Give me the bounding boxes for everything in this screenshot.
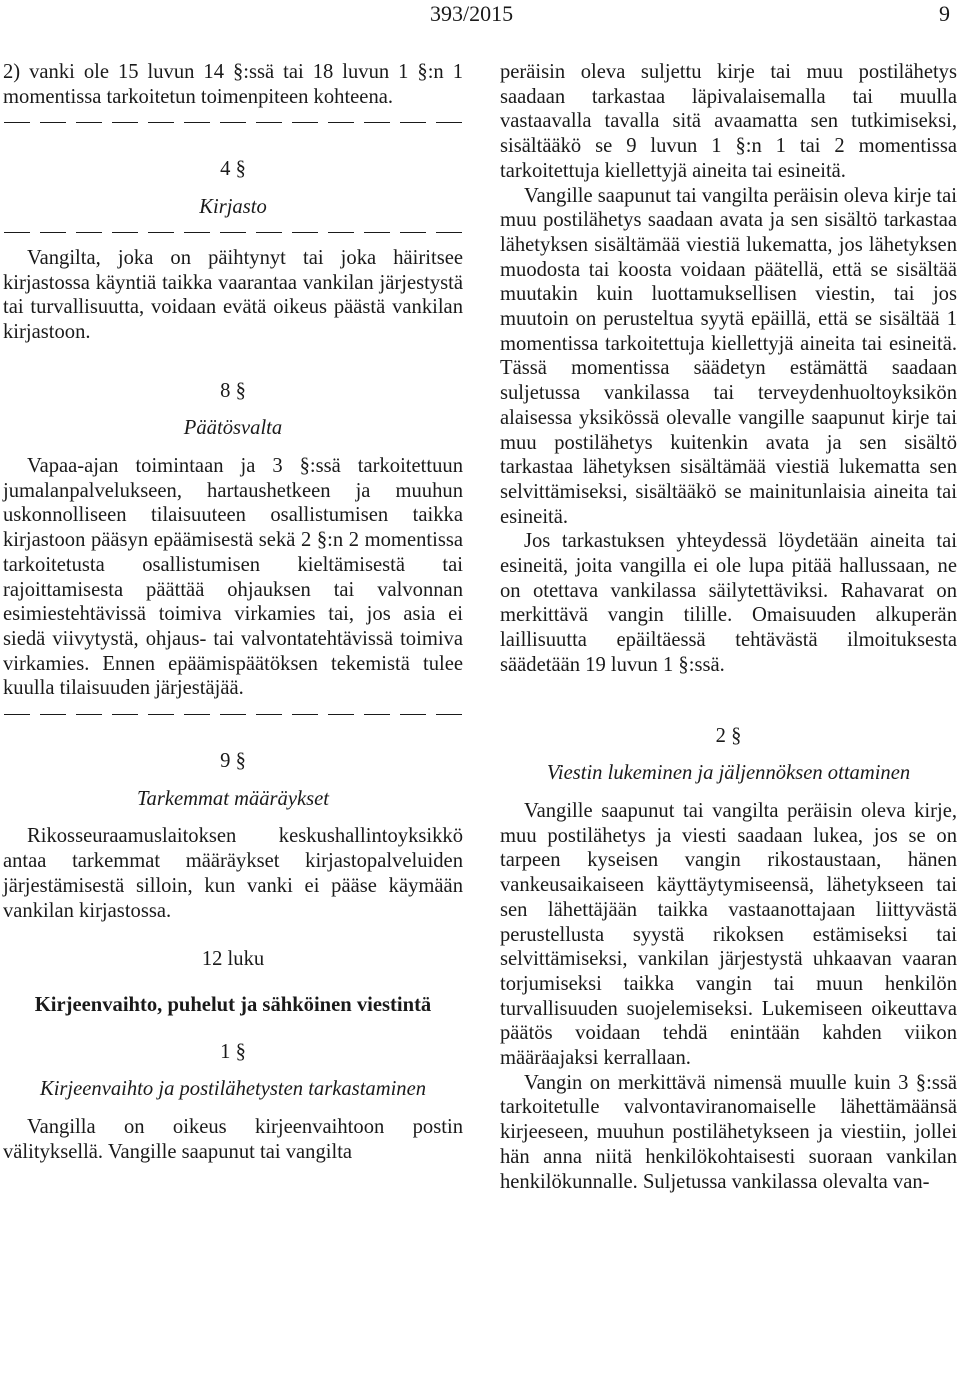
paragraph: Jos tarkastuksen yhteydessä löydetään aineita tai esineitä, joita vangilla ei ole lupa pitää hallussaan, ne on otettava vankilassa säilytettäviksi. Rahavarat on merkittävä vangin tilille. Omaisuuden alkuperän laillisuutta epäiltäessä tehtävästä ilmoituksesta säädetään 19 luvun 1 §:ssä. — [500, 530, 957, 676]
section-heading: Tarkemmat määräykset — [137, 787, 329, 810]
chapter-title: Kirjeenvaihto, puhelut ja sähköinen viestintä — [34, 993, 432, 1016]
section-heading: Päätösvalta — [183, 417, 283, 440]
section-number: 4 § — [220, 158, 246, 181]
section-paragraph: Vangilla on oikeus kirjeenvaihtoon postin välityksellä. Vangille saapunut tai vangilta — [3, 1116, 463, 1163]
chapter-number: 12 luku — [201, 948, 265, 971]
intro-paragraph: 2) vanki ole 15 luvun 14 §:ssä tai 18 luvun 1 §:n 1 momentissa tarkoitetun toimenpiteen kohteena. — [3, 61, 463, 108]
section-paragraph: Vapaa-ajan toimintaan ja 3 §:ssä tarkoitettuun jumalanpalvelukseen, hartaushetkeen ja muuhun uskonnolliseen tilaisuuteen osallistumisen taikka kirjastoon pääsyn epäämisestä sekä 2 §:n 2 momentissa tarkoitetusta osallistumisen kieltämisestä tai rajoittamisesta päättää ohjauksen tai valvonnan esimiestehtävissä toimiva virkamies tai, jos asia ei siedä viivytystä, ohjaus- tai valvontatehtävissä toimiva virkamies. Ennen epäämispäätöksen tekemistä tulee kuulla tilaisuuden järjestäjää. — [3, 455, 463, 700]
section-number: 2 § — [715, 724, 742, 747]
section-number: 1 § — [220, 1040, 246, 1063]
page-number: 9 — [939, 1, 950, 26]
section-paragraph: Vangin on merkittävä nimensä muulle kuin 3 §:ssä tarkoitetulle valvontaviranomaiselle lähettämäänsä kirjeeseen, muuhun postilähetykseen ja viestiin, jollei hän anna niitä henkilökohtaisesti suoraan vankilan henkilökunnalle. Suljetussa vankilassa olevalta van- — [500, 1071, 957, 1193]
separator-dashes — [3, 220, 463, 246]
section-heading: Viestin lukeminen ja jäljennöksen ottaminen — [546, 762, 911, 785]
section-heading: Kirjeenvaihto ja postilähetysten tarkastaminen — [39, 1078, 427, 1101]
continued-paragraph: peräisin oleva suljettu kirje tai muu postilähetys saadaan tarkastaa läpivalaisemalla tai muulla vastaavalla tavalla sitä avaamatta sen tutkimiseksi, sisältääkö se 9 luvun 1 §:n 1 tai 2 momentissa tarkoitettuja kiellettyjä aineita tai esineitä. — [500, 61, 957, 182]
section-number: 8 § — [220, 379, 246, 402]
section-paragraph: Vangilta, joka on päihtynyt tai joka häiritsee kirjastossa käyntiä taikka vaarantaa vankilan järjestystä tai turvallisuutta, voidaan evätä oikeus päästä vankilan kirjastoon. — [3, 246, 463, 343]
left-column — [3, 60, 463, 1165]
page-header — [0, 1, 960, 31]
separator-dashes — [3, 109, 463, 135]
document-code: 393/2015 — [430, 1, 514, 26]
section-paragraph: Vangille saapunut tai vangilta peräisin oleva kirje, muu postilähetys ja viesti saadaan lukea, jos se on tarpeen kyseisen vangin rikostaustaan, hänen vankeusaikaiseen käyttäytymiseensä, lähetykseen tai sen lähettäjään taikka vastaanottajaan liittyvästä perustellusta syystä rikoksen estämiseksi tai selvittämiseksi, vankilan järjestystä uhkaavan vaaran torjumiseksi taikka vangin tai muun henkilön turvallisuuden suojelemiseksi. Lukemiseen oikeuttava päätös voidaan tehdä enintään kahden viikon määräajaksi kerrallaan. — [500, 799, 957, 1070]
paragraph: Vangille saapunut tai vangilta peräisin oleva kirje tai muu postilähetys saadaan avata ja sen sisältö tarkastaa lähetyksen sisältämää viestiä lukematta, jos lähetyksen muodosta tai koosta voidaan päätellä, että se sisältää muutakin kuin luottamuksellisen viestin, tai jos muutoin on perusteltua syytä epäillä, että se sisältää 1 momentissa tarkoitettuja kiellettyjä aineita tai esineitä. Tässä momentissa säädetyn estämättä saadaan suljetussa vankilassa tai terveydenhuoltoyksikön alaisessa yksikössä olevalle vangille saapunut kirje tai muu postilähetys kuitenkin avata ja sen sisältö tarkastaa lähetyksen sisältämää viestiä lukematta sen selvittämiseksi, sisältääkö se mainitunlaisia aineita tai esineitä. — [500, 184, 957, 528]
section-number: 9 § — [220, 750, 246, 773]
section-paragraph: Rikosseuraamuslaitoksen keskushallintoyksikkö antaa tarkemmat määräykset kirjastopalveluiden järjestämisestä silloin, kun vanki ei pääse käymään vankilan kirjastossa. — [3, 825, 463, 922]
separator-dashes — [3, 701, 463, 727]
section-heading: Kirjasto — [199, 196, 267, 219]
right-column — [500, 60, 957, 1194]
